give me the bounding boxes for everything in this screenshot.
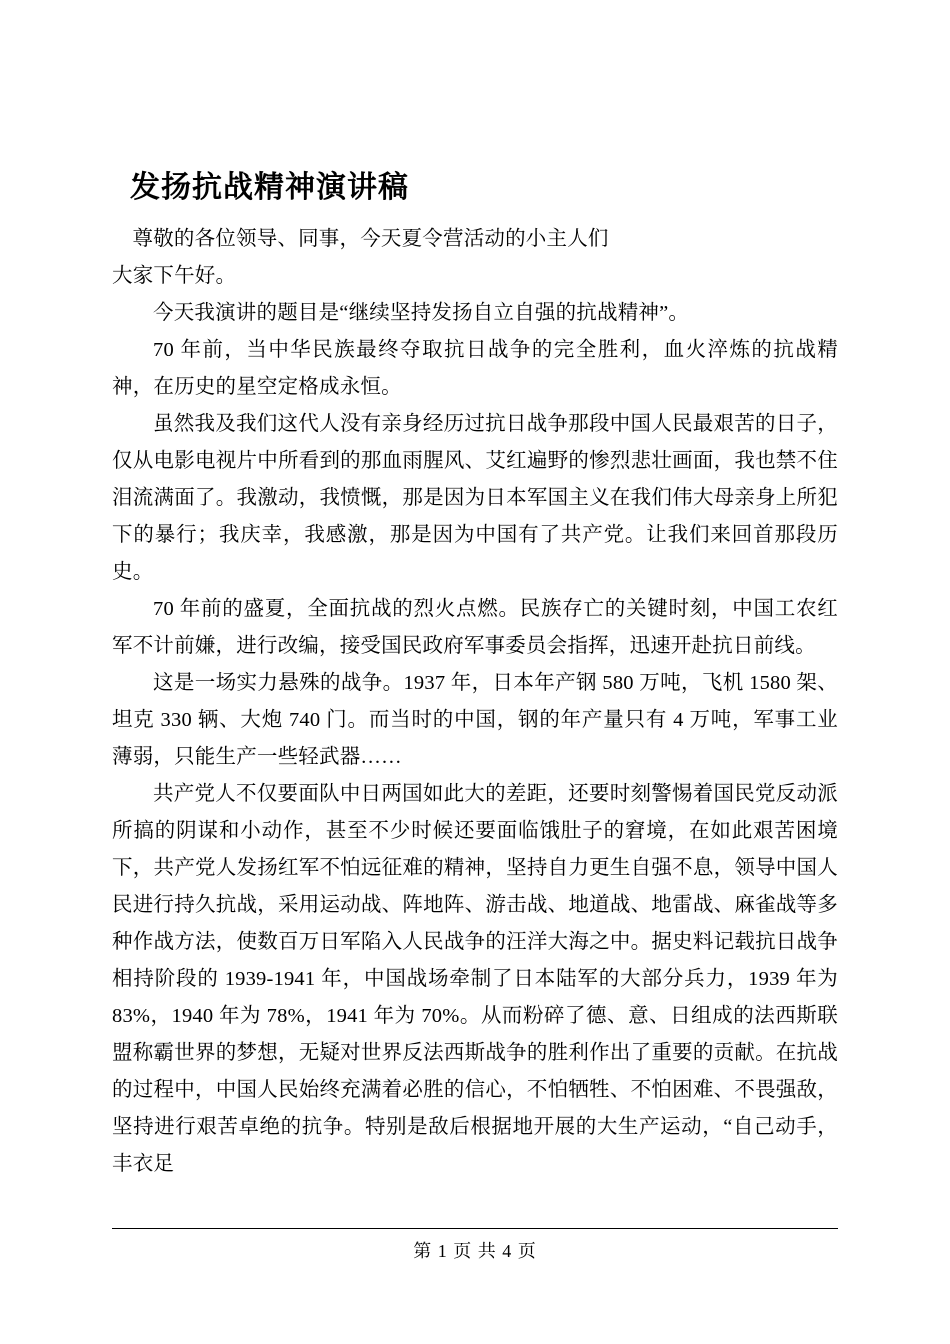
paragraph-anniversary: 70 年前，当中华民族最终夺取抗日战争的完全胜利，血火淬炼的抗战精神，在历史的星空定格成永恒。 [112,339,838,398]
paragraph-topic: 今天我演讲的题目是“继续坚持发扬自立自强的抗战精神”。 [153,302,690,324]
paragraph-party-spirit: 共产党人不仅要面队中日两国如此大的差距，还要时刻警惕着国民党反动派所搞的阴谋和小动作，甚至不少时候还要面临饿肚子的窘境，在如此艰苦困境下，共产党人发扬红军不怕远征难的精神，坚持自力更生自强不息，领导中国人民进行持久抗战，采用运动战、阵地阵、游击战、地道战、地雷战、麻雀战等多种作战方法，使数百万日军陷入人民战争的汪洋大海之中。据史料记载抗日战争相持阶段的 1939-1941 年，中国战场牵制了日本陆军的大部分兵力，1939 年为 83%，1940 年为 78%，1941 年为 70%。从而粉碎了德、意、日组成的法西斯联盟称霸世界的梦想，无疑对世界反法西斯战争的胜利作出了重要的贡献。在抗战的过程中，中国人民始终充满着必胜的信心，不怕牺牲、不怕困难、不畏强敌，坚持进行艰苦卓绝的抗争。特别是敌后根据地开展的大生产运动，“自己动手，丰衣足 [112,783,838,1175]
paragraph-greeting-line-2: 大家下午好。 [112,265,237,287]
paragraph-summer: 70 年前的盛夏，全面抗战的烈火点燃。民族存亡的关键时刻，中国工农红军不计前嫌，进行改编，接受国民政府军事委员会指挥，迅速开赴抗日前线。 [112,598,838,657]
document-body [112,168,838,1183]
page-footer [112,1228,838,1263]
paragraph-disparity: 这是一场实力悬殊的战争。1937 年，日本年产钢 580 万吨，飞机 1580 架、坦克 330 辆、大炮 740 门。而当时的中国，钢的年产量只有 4 万吨，军事工业薄弱，只能生产一些轻武器…… [112,672,838,768]
page-number-label: 第 1 页 共 4 页 [413,1241,537,1261]
paragraph-memory: 虽然我及我们这代人没有亲身经历过抗日战争那段中国人民最艰苦的日子，仅从电影电视片中所看到的那血雨腥风、艾红遍野的惨烈悲壮画面，我也禁不住泪流满面了。我激动，我愤慨，那是因为日本军国主义在我们伟大母亲身上所犯下的暴行；我庆幸，我感激，那是因为中国有了共产党。让我们来回首那段历史。 [112,413,838,583]
page-title: 发扬抗战精神演讲稿 [130,171,409,204]
paragraph-greeting-line-1: 尊敬的各位领导、同事，今天夏令营活动的小主人们 [132,228,609,250]
